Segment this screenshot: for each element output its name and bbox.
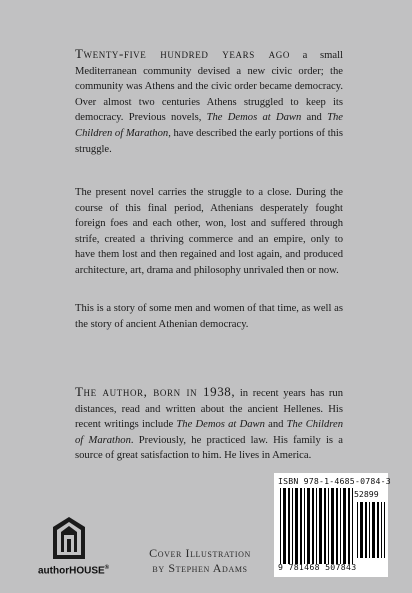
book-title: The Demos at Dawn [206, 112, 302, 124]
barcode-addon-digits: 52899 [354, 489, 379, 499]
blurb-lead: Twenty-five hundred years ago [75, 46, 290, 61]
blurb-paragraph-2: The present novel carries the struggle to a close. During the course of this final period, Athenians desperately fought foreign foes and each other, won, lost and suffered through strife, created a thriving commerce and an empire, only to have them lost and then regained and lost again, and produced architecture, art, drama and philosophy unrivaled then or now. [75, 187, 343, 276]
book-title: The Demos at Dawn [176, 419, 265, 431]
house-icon [50, 515, 88, 561]
blurb-paragraph-1: Twenty-five hundred years ago a small Mediterranean community devised a new civic order; the community was Athens and the civic order became democracy. Over almost two centuries Athens struggled to keep its democracy. Previous novels, The Demos at Dawn and The Children of Marathon, have described the early portions of this struggle. [75, 46, 344, 155]
author-bio-lead: The author, born in 1938, [75, 384, 236, 399]
cover-credit [130, 546, 270, 576]
barcode-addon-bars [357, 502, 385, 558]
blurb-paragraph-3: This is a story of some men and women of that time, as well as the story of ancient Athenian democracy. [75, 303, 343, 330]
barcode [274, 473, 391, 577]
ean-digits: 9 781468 507843 [278, 562, 357, 572]
isbn-text: ISBN 978-1-4685-0784-3 [278, 476, 391, 486]
book-title: The Children of Marathon [75, 419, 343, 446]
credit-line-1: Cover Illustration [149, 546, 251, 560]
book-title: The Children of Marathon [75, 112, 343, 139]
publisher-name: authorHOUSE® [38, 565, 110, 577]
author-bio: The author, born in 1938, in recent years has run distances, read and written about the ancient Hellenes. His recent writings include The Demos at Dawn and The Children of Marathon. Previously, he practiced law. His family is a source of great satisfaction to him. He lives in America. [75, 384, 344, 462]
barcode-bars [280, 488, 354, 564]
credit-line-2: by Stephen Adams [152, 561, 248, 575]
